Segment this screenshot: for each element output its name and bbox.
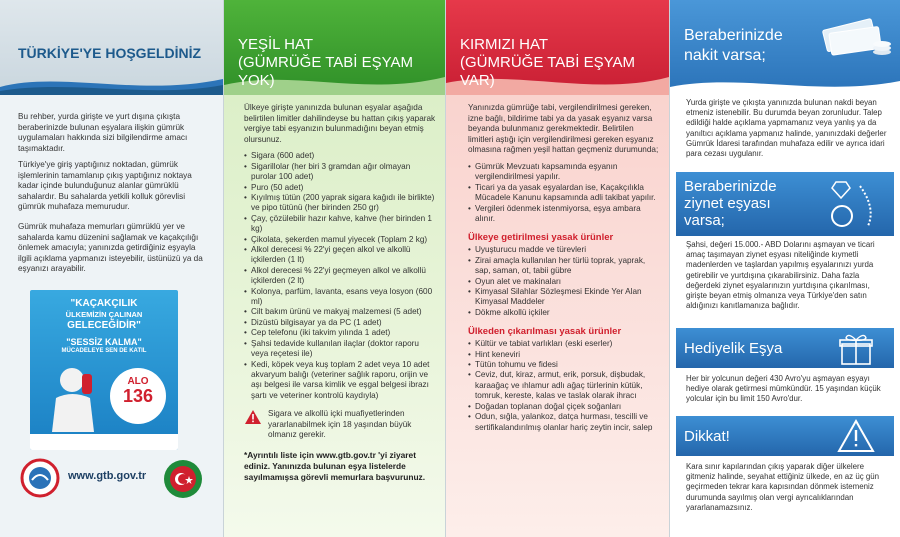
detailed-list-note: *Ayrıntılı liste için www.gtb.gov.tr 'yi ziyaret ediniz. Yanınızda bulunan eşya listelerde sayılmamışsa görevli memurlara başvurunuz.: [244, 450, 426, 483]
intro-paragraph: Bu rehber, yurda girişte ve yurt dışına çıkışta beraberinizde bulunan eşyalara ilişkin gümrük uygulamaları hakkında sizi bilgilendirme amacı taşımaktadır.: [18, 112, 188, 153]
allowance-item: • Sigara (600 adet): [244, 151, 436, 161]
allowance-item: • Kolonya, parfüm, lavanta, esans veya losyon (600 ml): [244, 287, 436, 308]
banned-export-item: • Ceviz, dut, kiraz, armut, erik, porsuk, dişbudak, karaağaç ve ıhlamur adlı ağaç türlerinin kütük, tomruk, kereste, kalas ve taslak olarak ihracı: [468, 370, 660, 401]
age-warning: [244, 409, 436, 440]
panel-declarations: [670, 0, 900, 537]
allowance-item: • Kedi, köpek veya kuş toplam 2 adet veya 10 adet akvaryum balığı (veteriner sağlık raporu, orijin ve aşı belgesi ile varsa kimlik ve eşgal belgesi ibrazı şartı ve veteriner kontrolü kaydıyla): [244, 360, 436, 402]
allowance-item: • Dizüstü bilgisayar ya da PC (1 adet): [244, 318, 436, 328]
jewelry-title-1: Beraberinizde: [684, 178, 777, 195]
banned-import-item: • Uyuşturucu madde ve türevleri: [468, 245, 660, 255]
customs-area-paragraph: Türkiye'ye giriş yaptığınız noktadan, gümrük işlemlerinin tamamlanıp çıkış yaptığınız noktaya kadar içinde bulunduğunuz alanlar gümrüklü sahalardır. Bu sahalarda yetkili kolluk görevlisi gümrük muhafaza memurudur.: [18, 160, 192, 212]
hotline-alo: ALO: [127, 376, 149, 387]
poster-line-3: GELECEĞİDİR": [67, 320, 141, 331]
panel-red-line: [446, 0, 670, 537]
red-line-header: [446, 0, 669, 95]
alert-icon: [836, 418, 876, 454]
banned-export-item: • Doğadan toplanan doğal çiçek soğanları: [468, 402, 660, 412]
banned-import-item: • Oyun alet ve makinaları: [468, 277, 660, 287]
green-line-intro: Ülkeye girişte yanınızda bulunan eşyalar aşağıda belirtilen limitler dahilindeyse bu hattan çıkış yaparak vergiye tabi eşyanızın bulunmadığını beyan etmiş olursunuz.: [244, 103, 436, 144]
banned-export-item: • Tütün tohumu ve fidesi: [468, 360, 660, 370]
allowance-item: • Puro (50 adet): [244, 183, 436, 193]
banned-import-title: Ülkeye getirilmesi yasak ürünler: [468, 232, 614, 244]
consequence-item: • Gümrük Mevzuatı kapsamında eşyanın vergilendirilmesi yapılır.: [468, 162, 660, 183]
officers-paragraph: Gümrük muhafaza memurları gümrüklü yer ve sahalarda kamu düzenini sağlamak ve kaçakçılığı önlemek amacıyla; yanınızda getirdiğiniz eşyayla ilgili açıklama yapmanızı isteyebilir, üstünüzü ya da eşyanızı arayabilir.: [18, 222, 203, 274]
cash-title: [684, 26, 783, 66]
cash-header: [670, 0, 900, 95]
banned-export-item: • Odun, sığla, yalankoz, datça hurması, tescilli ve sertifikalandırılmış olanlar hariç zeytin incir, salep: [468, 412, 660, 433]
poster-line-4: "SESSİZ KALMA": [66, 337, 142, 347]
panel-welcome: [0, 0, 224, 537]
red-line-content: [446, 95, 670, 537]
poster-logo-strip: [30, 434, 178, 450]
banknotes-icon: [820, 12, 894, 64]
green-line-content: [224, 95, 446, 537]
cash-title-2: nakit varsa;: [684, 47, 766, 64]
banned-import-list: [468, 245, 660, 318]
allowance-item: • Cep telefonu (iki takvim yılında 1 adet): [244, 328, 436, 338]
age-warning-text: Sigara ve alkollü içki muafiyetlerinden yararlanabilmek için 18 yaşından büyük olmanız gerekir.: [268, 409, 412, 439]
header-wave: [0, 67, 223, 95]
consequence-item: • Vergileri ödenmek istenmiyorsa, eşya ambara alınır.: [468, 204, 660, 225]
banned-export-list: [468, 339, 660, 433]
poster-subtitle: [38, 338, 170, 356]
allowance-item: • Alkol derecesi % 22'yi geçen alkol ve alkollü içkilerden (1 lt): [244, 245, 436, 266]
customs-enforcement-logo-icon: [162, 458, 204, 500]
consequence-list: [468, 162, 660, 224]
banned-export-item: • Hint keneviri: [468, 350, 660, 360]
ministry-logo-icon: [20, 458, 60, 498]
allowance-item: • Çay, çözülebilir hazır kahve, kahve (her birinden 1 kg): [244, 214, 436, 235]
consequence-item: • Ticari ya da yasak eşyalardan ise, Kaçakçılıkla Mücadele Kanunu kapsamında adli takibat yapılır.: [468, 183, 660, 204]
jewelry-title-2: ziynet eşyası: [684, 195, 771, 212]
gift-text: Her bir yolcunun değeri 430 Avro'yu aşmayan eşyayı hediye olarak getirmesi mümkündür. 15 yaşından küçük yolcular için bu limit 150 Avro'dur.: [686, 374, 881, 404]
warning-icon: [244, 409, 262, 425]
banned-export-title: Ülkeden çıkarılması yasak ürünler: [468, 326, 622, 338]
allowance-item: • Çikolata, şekerden mamul yiyecek (Toplam 2 kg): [244, 235, 436, 245]
red-line-title: [460, 36, 669, 90]
jewelry-icon: [816, 178, 888, 232]
page-title: TÜRKİYE'YE HOŞGELDİNİZ: [18, 45, 202, 61]
poster-line-2: ÜLKEMİZİN ÇALINAN: [65, 310, 143, 319]
poster-title: [38, 298, 170, 331]
banned-import-item: • Kimyasal Silahlar Sözleşmesi Ekinde Yer Alan Kimyasal Maddeler: [468, 287, 660, 308]
hotline-number: 136: [122, 386, 154, 406]
gift-box-icon: [834, 332, 878, 366]
allowance-list: [244, 151, 436, 401]
poster-line-1: "KAÇAKÇILIK: [70, 298, 138, 309]
allowance-item: • Şahsi tedavide kullanılan ilaçlar (doktor raporu veya reçetesi ile): [244, 339, 436, 360]
anti-smuggling-poster: [30, 290, 178, 450]
warning-text: Kara sınır kapılarından çıkış yaparak diğer ülkelere gitmeniz halinde, seyahat ettiğiniz ülkede, en az üç gün geçirmeden tekrar kara kapısından dönmek istemeniz durumunda sayılmış olan vergi ayrıcalıklarından yararlanamazsınız.: [686, 462, 880, 512]
header-wave: [670, 67, 900, 95]
banned-import-item: • Dökme alkollü içkiler: [468, 308, 660, 318]
red-line-intro: Yanınızda gümrüğe tabi, vergilendirilmesi gereken, izne bağlı, bildirime tabi ya da yasak eşyanız varsa beyanda bulunmanız gerekmektedir. Belirtilen limitleri aştığı için vergilendirilmesi gereken eşyanız olmasına rağmen yeşil hattan geçmeniz durumunda;: [468, 103, 659, 155]
figure-phone-icon: [44, 364, 104, 434]
warning-title: Dikkat!: [684, 428, 730, 445]
green-line-title-2: (GÜMRÜĞE TABİ EŞYAM YOK): [238, 54, 414, 89]
red-line-title-2: (GÜMRÜĞE TABİ EŞYAM VAR): [460, 54, 636, 89]
cash-title-1: Beraberinizde: [684, 27, 783, 44]
green-line-header: [224, 0, 445, 95]
cash-text: Yurda girişte ve çıkışta yanınızda bulunan nakdi beyan etmeniz istenebilir. Bu durumda beyan zorunludur. Talep edildiği halde açıklama yapmamanız veya yanlış ya da yanıltıcı açıklama yapmanız halinde, yanınızdaki değerler Gümrük İdaresi tarafından muhafaza edilir ve ayrıca idari para cezası uygulanır.: [686, 98, 887, 159]
allowance-item: • Sigarillolar (her biri 3 gramdan ağır olmayan purolar 100 adet): [244, 162, 436, 183]
banned-export-item: • Kültür ve tabiat varlıkları (eski eserler): [468, 339, 660, 349]
allowance-item: • Cilt bakım ürünü ve makyaj malzemesi (5 adet): [244, 307, 436, 317]
red-line-title-1: KIRMIZI HAT: [460, 36, 549, 53]
green-line-title-1: YEŞİL HAT: [238, 36, 314, 53]
website-link[interactable]: www.gtb.gov.tr: [68, 470, 147, 482]
warning-header: [676, 416, 894, 456]
hotline-badge: [110, 368, 166, 424]
banned-import-item: • Zirai amaçla kullanılan her türlü toprak, yaprak, sap, saman, ot, tabii gübre: [468, 256, 660, 277]
jewelry-header: [676, 172, 894, 236]
jewelry-text: Şahsi, değeri 15.000.- ABD Dolarını aşmayan ve ticari amaç taşımayan ziynet eşyası niteliğinde kıymetli madenlerden ve taşlardan yapılmış eşyalarınızı yurda getirebilir ve yurtdışına çıkarabilirsiniz. Daha fazla değerdeki ziynet eşyalarınızın yurtdışına çıkarılması, girişte beyan etmiş olmanıza veya Türkiye'den satın aldığınızı kanıtlamanıza bağlıdır.: [686, 240, 875, 311]
allowance-item: • Alkol derecesi % 22'yi geçmeyen alkol ve alkollü içkilerden (2 lt): [244, 266, 436, 287]
green-line-title: [238, 36, 445, 90]
jewelry-title-3: varsa;: [684, 212, 725, 229]
allowance-item: • Kıyılmış tütün (200 yaprak sigara kağıdı ile birlikte) ve pipo tütünü (her birinden 250 gr): [244, 193, 436, 214]
poster-line-5: MÜCADELEYE SEN DE KATIL: [61, 348, 147, 354]
gift-title: Hediyelik Eşya: [684, 340, 783, 357]
gift-header: [676, 328, 894, 368]
welcome-header: [0, 0, 223, 95]
panel-green-line: [224, 0, 446, 537]
